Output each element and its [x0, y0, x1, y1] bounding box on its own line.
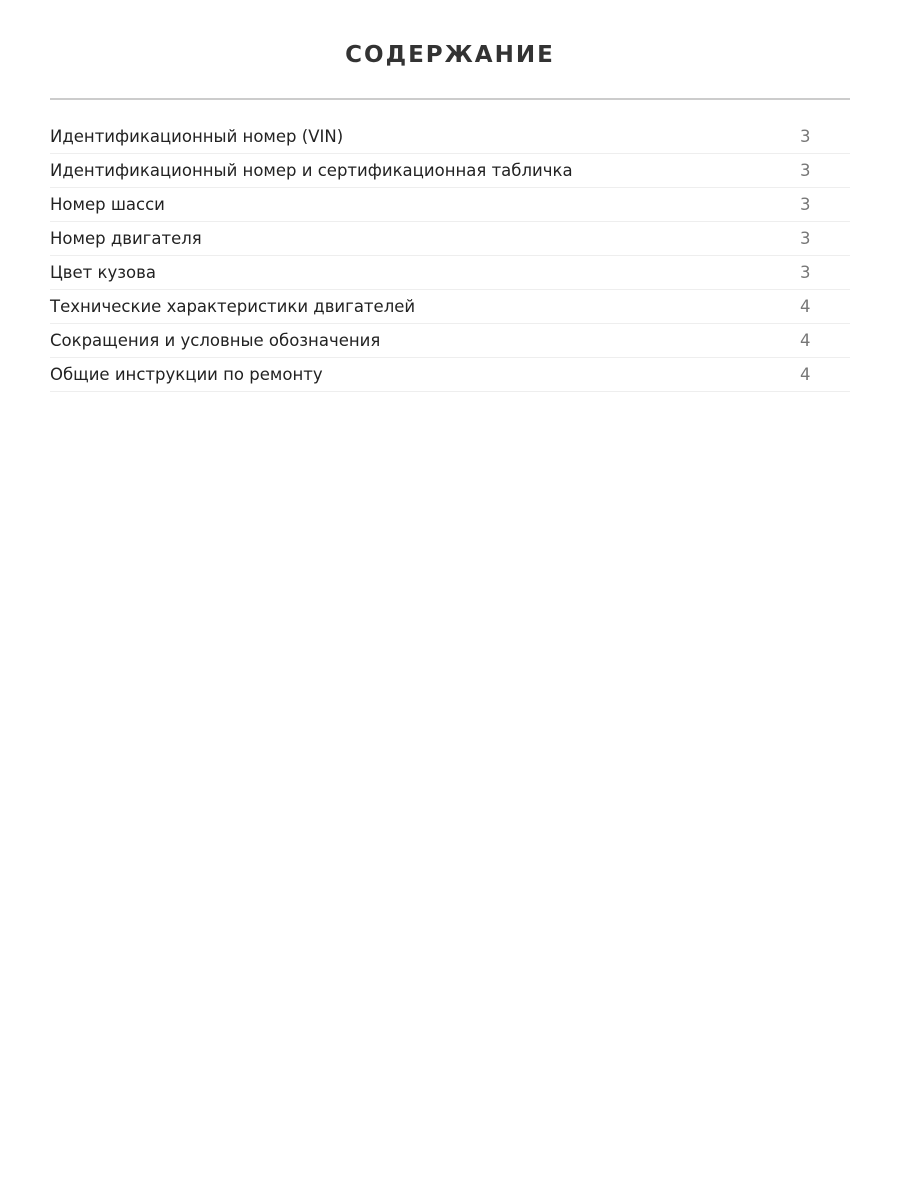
toc-entry-page-number: 3: [800, 195, 811, 214]
page-title: СОДЕРЖАНИЕ: [345, 42, 555, 68]
toc-entry-page-number: 4: [800, 297, 811, 316]
toc-entry-label: Номер двигателя: [50, 229, 202, 248]
toc-entry-engine-number[interactable]: [50, 222, 850, 256]
toc-entry-page-number: 3: [800, 161, 811, 180]
toc-entry-label: Номер шасси: [50, 195, 165, 214]
title-divider: [50, 98, 850, 100]
toc-entry-vin[interactable]: [50, 120, 850, 154]
toc-entry-page-number: 4: [800, 331, 811, 350]
toc-entry-label: Общие инструкции по ремонту: [50, 365, 323, 384]
toc-entry-label: Идентификационный номер (VIN): [50, 127, 344, 146]
toc-entry-repair-instructions[interactable]: [50, 358, 850, 392]
toc-entry-abbreviations[interactable]: [50, 324, 850, 358]
toc-entry-label: Технические характеристики двигателей: [50, 297, 416, 316]
toc-entry-page-number: 3: [800, 229, 811, 248]
toc-entry-label: Цвет кузова: [50, 263, 156, 282]
table-of-contents: [50, 120, 850, 392]
document-page: [50, 0, 850, 384]
toc-entry-chassis-number[interactable]: [50, 188, 850, 222]
toc-entry-certification-plate[interactable]: [50, 154, 850, 188]
toc-entry-engine-specs[interactable]: [50, 290, 850, 324]
toc-entry-label: Сокращения и условные обозначения: [50, 331, 381, 350]
toc-entry-body-color[interactable]: [50, 256, 850, 290]
toc-entry-page-number: 3: [800, 127, 811, 146]
toc-entry-label: Идентификационный номер и сертификационная табличка: [50, 161, 573, 180]
toc-entry-page-number: 3: [800, 263, 811, 282]
toc-entry-page-number: 4: [800, 365, 811, 384]
